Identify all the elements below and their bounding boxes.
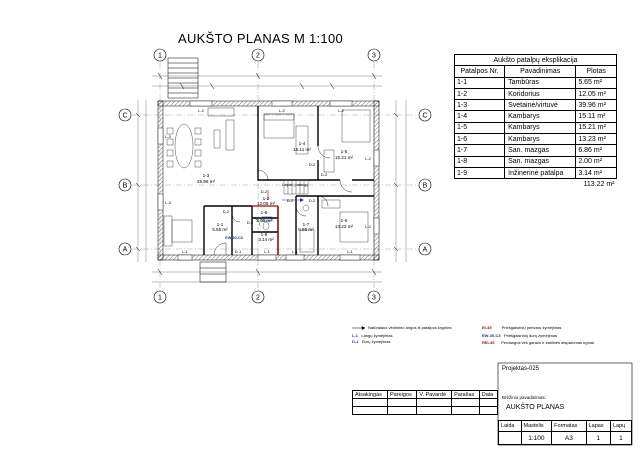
legend-ew xyxy=(482,333,557,339)
meta-value: 1 xyxy=(610,432,631,445)
explication-header: Plotas xyxy=(576,66,617,77)
project-name: Projektas-025 xyxy=(502,366,540,372)
room-number: 1-6 xyxy=(340,218,348,223)
legend-ei-mark: EI-45 xyxy=(482,325,492,330)
ew-door-tag: EW-30-C3 xyxy=(225,236,243,240)
meta-value: 1:100 xyxy=(521,432,552,445)
grid-label: A xyxy=(122,246,128,254)
signature-header: Data xyxy=(479,391,497,399)
grid-label: B xyxy=(422,182,428,190)
room-area: 6.86 m² xyxy=(298,227,314,232)
door-tag: D-2 xyxy=(246,220,254,225)
window-tag: L-1 xyxy=(264,249,270,254)
legend-arrow-text: Natūralaus vėdinimo angos iš patalpos krypties xyxy=(368,325,452,330)
signature-header: Pareigos xyxy=(388,391,417,399)
internal-walls xyxy=(204,106,374,255)
legend-rei-mark: REI-45 xyxy=(482,340,495,345)
door-tag: D-2 xyxy=(308,162,316,167)
room-area: 39.96 m² xyxy=(196,179,216,184)
signature-header: Parašas xyxy=(452,391,480,399)
table-row: 1-1 Tambūras 5.65 m² xyxy=(455,77,617,88)
room-area: 15.11 m² xyxy=(293,147,311,152)
table-row: 1-2 Koridorius 12.05 m² xyxy=(455,88,617,99)
legend-window xyxy=(352,333,392,339)
legend-ew-text: Priešgaisrinių durų žymėjimas xyxy=(503,333,558,338)
room-area: 3.14 m² xyxy=(258,237,274,242)
room-area: 5.65 m² xyxy=(212,227,228,232)
explication-title: Aukšto patalpų eksplikacija xyxy=(455,55,617,66)
meta-header: Laida xyxy=(499,421,522,432)
signature-table xyxy=(352,390,498,415)
window-tag: L-2 xyxy=(279,108,285,113)
grid-label: 1 xyxy=(158,52,162,60)
table-row: 1-9 Inžinerinė patalpa 3.14 m² xyxy=(455,167,617,178)
meta-header: Lapas xyxy=(586,421,610,432)
meta-header: Mastelis xyxy=(521,421,552,432)
room-number: 1-9 xyxy=(260,232,268,237)
table-row: 1-3 Svetainė/virtuvė 39.96 m² xyxy=(455,100,617,111)
explication-header: Patalpos Nr. xyxy=(455,66,505,77)
room-area: 2.00 m² xyxy=(256,218,272,223)
room-area: 12.05 m² xyxy=(256,201,276,206)
door-tag: D-2 xyxy=(286,198,294,203)
legend-ei-text: Priešgaisrinių pertvarų žymėjimas xyxy=(501,325,562,330)
table-row: 1-8 San. mazgas 2.00 m² xyxy=(455,156,617,167)
room-number: 1-8 xyxy=(260,210,268,215)
room-explication-table xyxy=(454,54,617,190)
window-tag: L-3 xyxy=(165,200,171,205)
grid-label: C xyxy=(422,112,428,120)
window-tag: L-2 xyxy=(338,108,344,113)
window-tag: L-1 xyxy=(292,249,298,254)
legend-ei xyxy=(482,325,561,331)
window-tag: L-2 xyxy=(365,156,371,161)
meta-header: Formatas xyxy=(552,421,586,432)
explication-total: 113.22 m² xyxy=(583,180,615,188)
grid-label: 2 xyxy=(256,294,260,302)
room-area: 15.21 m² xyxy=(334,155,354,160)
room-number: 1-1 xyxy=(216,222,224,227)
table-row: 1-6 Kambarys 13.23 m² xyxy=(455,134,617,145)
window-tag: L-2 xyxy=(198,108,204,113)
grid-label: C xyxy=(122,112,128,120)
door-tag: D-2 xyxy=(260,189,268,194)
grid-label: 3 xyxy=(372,52,376,60)
stair-label: Laiptai į pastogę xyxy=(282,183,309,187)
meta-value: 1 xyxy=(586,432,610,445)
legend-rei-text: Perdangos virš garažo ir katilinės atsparumas ugniai xyxy=(501,340,594,345)
meta-header: Lapų xyxy=(610,421,631,432)
table-row: 1-4 Kambarys 15.11 m² xyxy=(455,111,617,122)
door-tag: D-2 xyxy=(308,198,316,203)
drawing-name-label: Brėžinio pavadinimas: xyxy=(502,395,547,400)
room-number: 1-5 xyxy=(340,149,348,154)
terrace-deck xyxy=(168,58,198,98)
window-tag: L-1 xyxy=(182,249,188,254)
door-tag: D-2 xyxy=(222,209,230,214)
grid-bubbles xyxy=(119,49,431,303)
room-number: 1-2 xyxy=(262,196,270,201)
grid-label: B xyxy=(122,182,128,190)
signature-header: V. Pavardė xyxy=(417,391,452,399)
door-tag: D-1 xyxy=(234,249,242,254)
legend-door xyxy=(352,339,390,345)
table-row: 1-7 San. mazgas 6.86 m² xyxy=(455,145,617,156)
signature-header: Atsakingas xyxy=(353,391,388,399)
window-tag: L-2 xyxy=(365,224,371,229)
meta-value xyxy=(499,432,522,445)
room-area: 13.23 m² xyxy=(334,224,354,229)
grid-label: 1 xyxy=(158,294,162,302)
room-number: 1-3 xyxy=(202,173,210,178)
room-number: 1-4 xyxy=(298,141,306,146)
door-tag: D-2 xyxy=(320,172,328,177)
window-tag: L-1 xyxy=(347,249,353,254)
window-tag: L-3 xyxy=(165,134,171,139)
legend-door-text: Durų žymėjimas xyxy=(361,339,391,344)
room-number: 1-7 xyxy=(302,222,310,227)
explication-header: Pavadinimas xyxy=(505,66,576,77)
grid-label: 3 xyxy=(372,294,376,302)
meta-value: A3 xyxy=(552,432,586,445)
table-row: 1-5 Kambarys 15.21 m² xyxy=(455,122,617,133)
legend-window-text: Langų žymėjimas xyxy=(361,333,393,338)
grid-label: 2 xyxy=(256,52,260,60)
drawing-name: AUKŠTO PLANAS xyxy=(506,404,565,411)
legend-door-mark: D-1 xyxy=(352,339,359,344)
legend-ew-mark: EW-30-C3 xyxy=(482,333,501,338)
drawing-title: AUKŠTO PLANAS M 1:100 xyxy=(178,31,344,46)
sheet-meta-table xyxy=(498,420,632,445)
grid-label: A xyxy=(422,246,428,254)
legend-rei xyxy=(482,340,594,346)
legend-symbols xyxy=(352,327,365,330)
legend-window-mark: L-1 xyxy=(352,333,358,338)
